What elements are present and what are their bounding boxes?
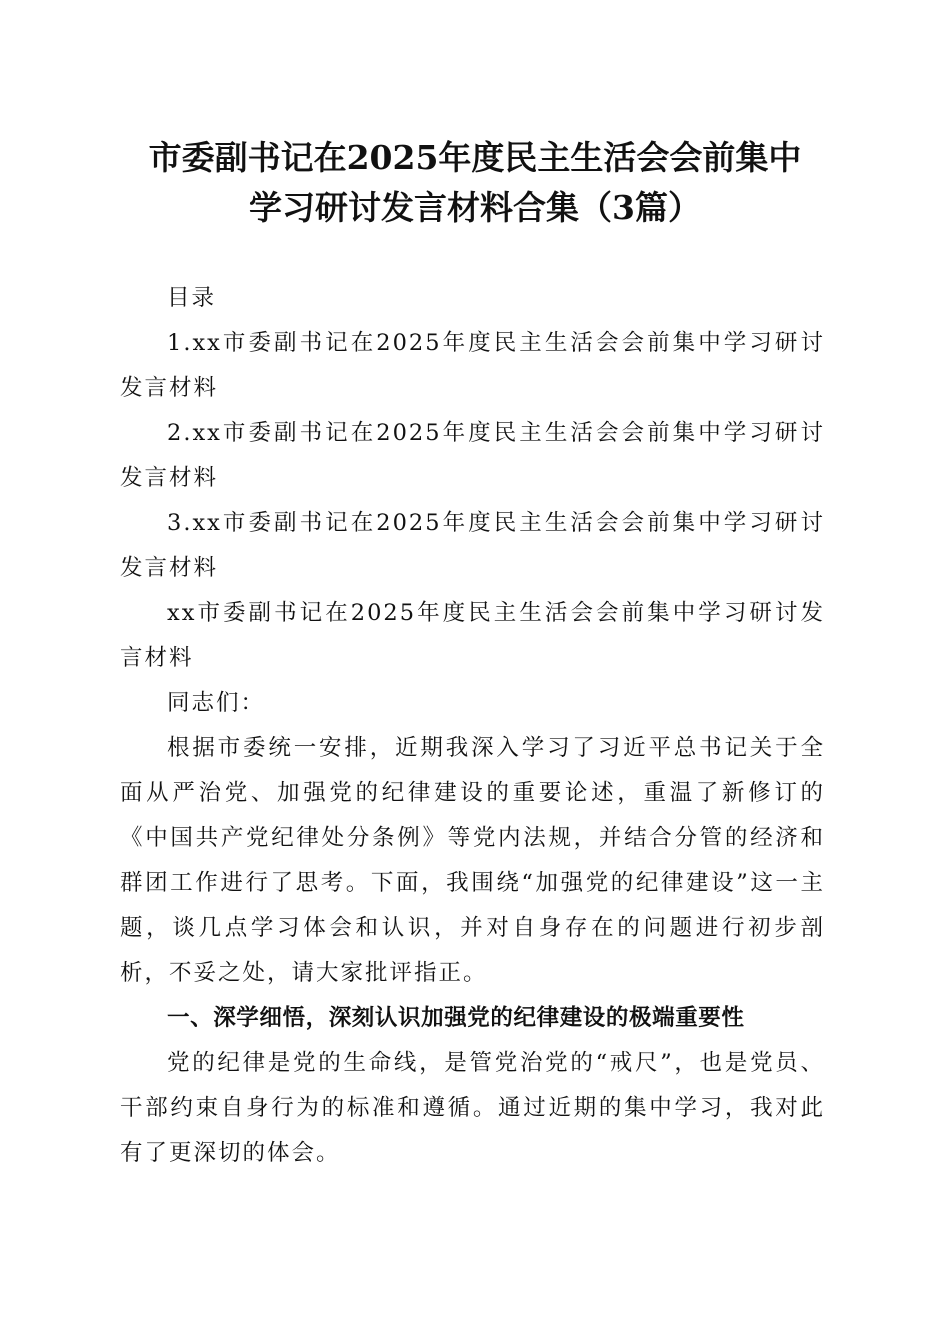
toc-item-1: 1.xx市委副书记在2025年度民主生活会会前集中学习研讨发言材料 <box>120 330 825 401</box>
paragraph-2: 党的纪律是党的生命线，是管党治党的“戒尺”，也是党员、干部约束自身行为的标准和遵循。通过近期的集中学习，我对此有了更深切的体会。 <box>120 1050 825 1166</box>
paragraph-1: 根据市委统一安排，近期我深入学习了习近平总书记关于全面从严治党、加强党的纪律建设的重要论述，重温了新修订的《中国共产党纪律处分条例》等党内法规，并结合分管的经济和群团工作进行了思考。下面，我围绕“加强党的纪律建设”这一主题，谈几点学习体会和认识，并对自身存在的问题进行初步剖析，不妥之处，请大家批评指正。 <box>120 735 825 986</box>
toc-item-2: 2.xx市委副书记在2025年度民主生活会会前集中学习研讨发言材料 <box>120 420 825 491</box>
document-title <box>120 133 830 233</box>
toc-item-3: 3.xx市委副书记在2025年度民主生活会会前集中学习研讨发言材料 <box>120 510 825 581</box>
salutation: 同志们： <box>167 690 266 716</box>
article-title: xx市委副书记在2025年度民主生活会会前集中学习研讨发言材料 <box>120 600 825 671</box>
section-1-heading: 一、深学细悟，深刻认识加强党的纪律建设的极端重要性 <box>167 1005 745 1031</box>
title-line-2: 学习研讨发言材料合集（3篇） <box>249 188 701 227</box>
document-body <box>120 276 825 1176</box>
toc-label: 目录 <box>167 285 217 311</box>
title-line-1: 市委副书记在2025年度民主生活会会前集中 <box>148 138 802 177</box>
